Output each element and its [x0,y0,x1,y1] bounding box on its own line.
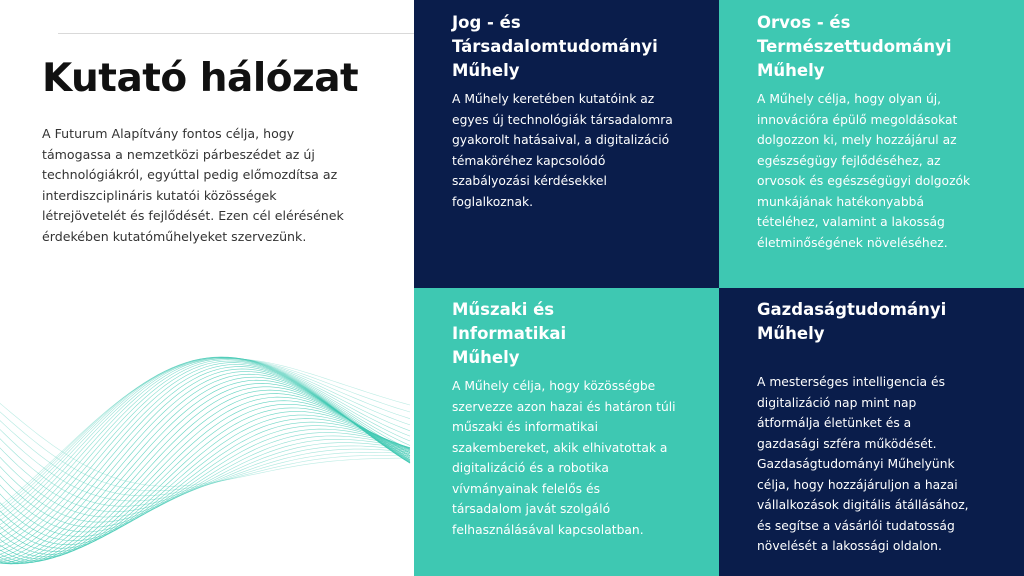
panel-text-line: A Műhely célja, hogy közösségbe [452,379,656,393]
panel-text-line: és segítse a vásárlói tudatosság [757,518,955,533]
panel-title-line: Műszaki és [452,300,555,319]
wave-line [0,357,410,535]
panel-text-line: Gazdaságtudományi Műhelyünk [757,457,955,471]
panel-text-line: vívmányainak felelős és [452,481,600,496]
panel-title [757,298,946,346]
panel-economics [719,288,1024,576]
panel-title-line: Gazdaságtudományi [757,300,947,319]
panel-title-line: Informatikai [452,324,567,343]
intro-line: technológiákról, egyúttal pedig előmozdítsa az [42,167,338,182]
panel-text-line: innovációra épülő megoldásokat [757,112,958,127]
panel-title-line: Műhely [757,324,825,343]
panel-text-line: társadalom javát szolgáló [452,502,611,516]
panel-law-social-sciences [414,0,719,288]
intro-paragraph [42,124,372,247]
wave-line [0,436,410,522]
intro-line: A Futurum Alapítvány fontos célja, hogy [42,126,295,141]
wave-line [0,358,410,540]
panel-medical-natural-sciences [719,0,1024,288]
panel-title-line: Műhely [757,61,825,80]
panel-title-line: Műhely [452,61,520,80]
panel-text-line: műszaki és informatikai [452,420,599,434]
panel-text-line: szakembereket, akik elhivatottak a [452,440,668,455]
left-column [0,0,414,576]
wave-line-art [0,280,414,576]
panel-title-line: Társadalomtudományi [452,37,658,56]
page-title: Kutató hálózat [42,56,359,101]
intro-line: létrejövetelét és fejlődését. Ezen cél elérésének [42,208,344,223]
panel-text-line: gazdasági szféra működését. [757,436,937,451]
panel-text-line: munkájának hatékonyabbá [757,194,924,209]
panel-text-line: felhasználásával kapcsolatban. [452,522,644,537]
panel-title-line: Műhely [452,348,520,367]
panel-text-line: A mesterséges intelligencia és [757,375,945,389]
panel-text-line: foglalkoznak. [452,194,534,209]
panel-text-line: témaköréhez kapcsolódó [452,153,606,168]
panel-text-line: digitalizáció nap mint nap [757,395,917,410]
panel-text-line: orvosok és egészségügyi dolgozók [757,174,971,188]
wave-line [0,422,410,541]
panel-text-line: szervezze azon hazai és határon túli [452,399,676,414]
wave-line [0,408,410,555]
panel-description [452,89,697,212]
wave-line [0,397,410,560]
panel-title-line: Orvos - és [757,13,851,32]
panel-text-line: egészségügy fejlődéséhez, az [757,153,941,168]
panel-title [452,298,566,370]
panel-text-line: A Műhely célja, hogy olyan új, [757,92,942,106]
panel-text-line: digitalizáció és a robotika [452,461,609,475]
panel-description [757,372,1002,557]
panel-text-line: gyakorolt hatásaival, a digitalizáció [452,133,670,147]
wave-line [0,357,410,531]
panel-text-line: növelését a lakossági oldalon. [757,539,942,553]
intro-line: interdiszciplináris kutatói közösségek [42,187,277,203]
panel-text-line: vállalkozások digitális átállásához, [757,498,969,512]
panel-text-line: dolgozzon ki, mely hozzájárul az [757,133,957,147]
panel-text-line: szabályozási kérdésekkel [452,174,607,188]
intro-line: támogassa a nemzetközi párbeszédet az új [42,146,315,162]
panel-title [757,11,952,83]
panel-text-line: célja, hogy hozzájáruljon a hazai [757,477,958,492]
panel-title [452,11,658,83]
panel-text-line: A Műhely keretében kutatóink az [452,92,655,106]
panel-text-line: átformálja életünket és a [757,416,912,430]
panel-text-line: életminőségének növeléséhez. [757,235,948,250]
wave-line [0,372,410,562]
panel-title-line: Jog - és [452,13,521,32]
top-divider [58,33,414,34]
panel-description [452,376,697,540]
panel-title-line: Természettudományi [757,37,952,56]
wave-line [0,412,410,552]
panel-description [757,89,1002,253]
panel-engineering-it [414,288,719,576]
intro-line: érdekében kutatóműhelyeket szervezünk. [42,228,307,244]
panel-text-line: tételéhez, valamint a lakosság [757,215,945,229]
panel-text-line: egyes új technológiák társadalomra [452,112,673,127]
